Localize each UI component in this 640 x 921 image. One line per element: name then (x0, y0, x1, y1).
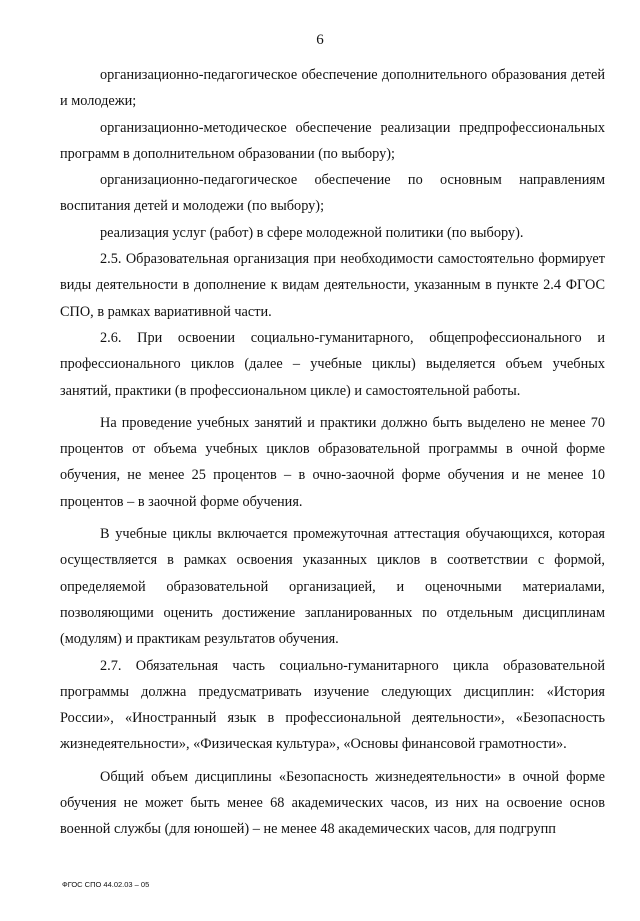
paragraph-2-5: 2.5. Образовательная организация при необходимости самостоятельно формирует виды деятельности в дополнение к видам деятельности, указанным в пункте 2.4 ФГОС СПО, в рамках вариативной части. (60, 251, 605, 320)
document-body (60, 62, 605, 843)
paragraph-2-6: 2.6. При освоении социально-гуманитарного, общепрофессионального и профессионального циклов (далее – учебные циклы) выделяется объем учебных занятий, практики (в профессиональном цикле) и самостоятельной работы. (60, 329, 605, 399)
paragraph-1: организационно-педагогическое обеспечение дополнительного образования детей и молодежи; (60, 67, 605, 110)
page-number: 6 (316, 32, 324, 48)
paragraph-practice-volume: На проведение учебных занятий и практики должно быть выделено не менее 70 процентов от объема учебных циклов образовательной программы в очной форме обучения, не менее 25 процентов – в очно-заочной форме обучения и не менее 10 процентов – в заочной форме обучения. (60, 414, 605, 510)
paragraph-attestation: В учебные циклы включается промежуточная аттестация обучающихся, которая осуществляется в рамках освоения указанных циклов в соответствии с формой, определяемой образовательной организацией, и оценочными материалами, позволяющими оценить достижение запланированных по отдельным дисциплинам (модулям) и практикам результатов обучения. (60, 526, 605, 648)
paragraph-2-7: 2.7. Обязательная часть социально-гуманитарного цикла образовательной программы должна предусматривать изучение следующих дисциплин: «История России», «Иностранный язык в профессиональной деятельности», «Безопасность жизнедеятельности», «Физическая культура», «Основы финансовой грамотности». (60, 657, 605, 753)
paragraph-4: реализация услуг (работ) в сфере молодежной политики (по выбору). (100, 224, 524, 241)
paragraph-life-safety: Общий объем дисциплины «Безопасность жизнедеятельности» в очной форме обучения не может быть менее 68 академических часов, из них на освоение основ военной службы (для юношей) – не менее 48 академических часов, для подгрупп (60, 768, 605, 838)
paragraph-2: организационно-методическое обеспечение реализации предпрофессиональных программ в дополнительном образовании (по выбору); (60, 119, 605, 162)
document-footer: ФГОС СПО 44.02.03 – 05 (62, 880, 150, 889)
paragraph-3: организационно-педагогическое обеспечение по основным направлениям воспитания детей и молодежи (по выбору); (60, 172, 605, 215)
